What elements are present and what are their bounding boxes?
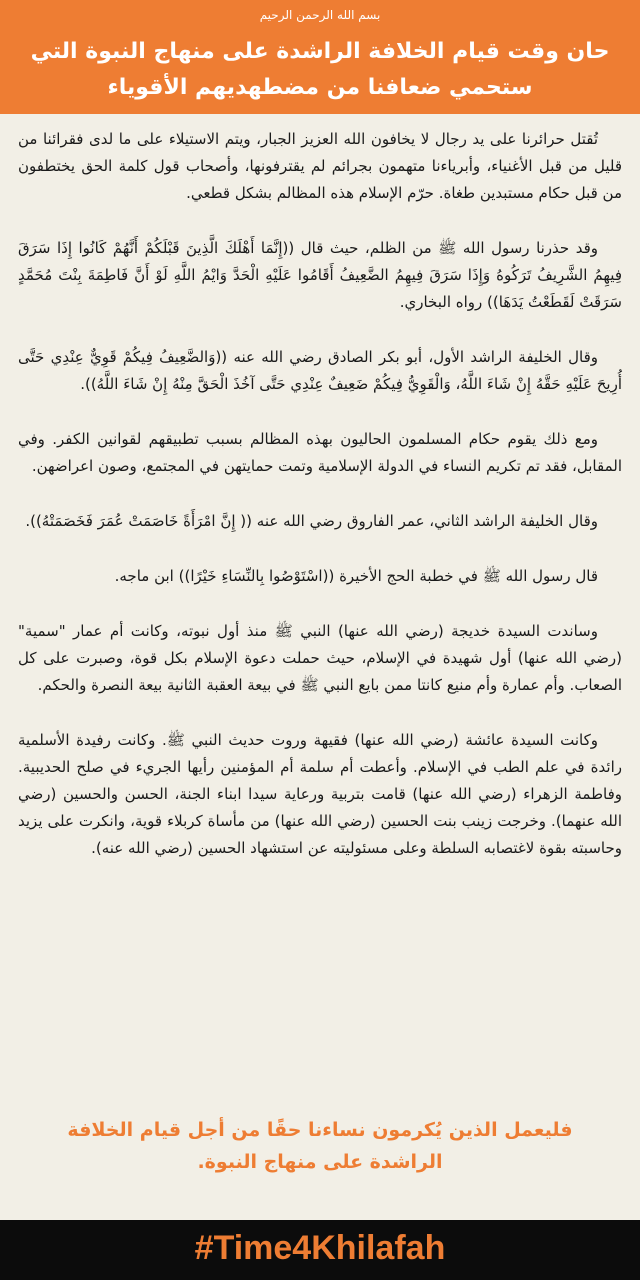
paragraph-8: وكانت السيدة عائشة (رضي الله عنها) فقيهة وروت حديث النبي ﷺ. وكانت رفيدة الأسلمية رائدة في علم الطب في الإسلام. وأعطت أم سلمة أم المؤمنين رأيها الجريء في صلح الحديبية. وفاطمة الزهراء (رضي الله عنها) قامت بتربية ورعاية سيدا ابناء الجنة، الحسن والحسين (رضي الله عنهما). وخرجت زينب بنت الحسين (رضي الله عنها) من مأساة كربلاء قوية، وانكرت على يزيد وحاسبته بقوة لاغتصابه السلطة وعلى مسئوليته عن استشهاد الحسين (رضي الله عنه). — [18, 731, 622, 857]
page-title: حان وقت قيام الخلافة الراشدة على منهاج النبوة التي ستحمي ضعافنا من مضطهديهم الأقوياء — [30, 39, 610, 100]
paragraph-6: قال رسول الله ﷺ في خطبة الحج الأخيرة ((اسْتَوْصُوا بِالنِّسَاءِ خَيْرًا)) ابن ماجه. — [114, 567, 598, 585]
paragraph-3: وقال الخليفة الراشد الأول، أبو بكر الصادق رضي الله عنه ((وَالضَّعِيفُ فِيكُمْ قَوِيٌّ عِنْدِي حَتَّى أُرِيحَ عَلَيْهِ حَقَّهُ إِنْ شَاءَ اللَّهُ، وَالْقَوِيُّ فِيكُمْ ضَعِيفٌ عِنْدِي حَتَّى آخُذَ الْحَقَّ مِنْهُ إِنْ شَاءَ اللَّهُ)). — [18, 348, 622, 393]
closing-call: فليعمل الذين يُكرمون نساءنا حقًا من أجل قيام الخلافة الراشدة على منهاج النبوة. — [67, 1119, 573, 1173]
header-banner — [0, 0, 640, 114]
paragraph-7: وساندت السيدة خديجة (رضي الله عنها) النبي ﷺ منذ أول نبوته، وكانت أم عمار "سمية" (رضي الله عنها) أول شهيدة في الإسلام، حيث حملت دعوة الإسلام بكل قوة، وصبرت على كل الصعاب. وأم عمارة وأم منيع كانتا ممن بايع النبي ﷺ في بيعة العقبة الثانية بيعة النصرة والحكم. — [18, 622, 622, 694]
paragraph-5: وقال الخليفة الراشد الثاني، عمر الفاروق رضي الله عنه (( إِنَّ امْرَأَةً خَاصَمَتْ عُمَرَ فَخَصَمَتْهُ)). — [25, 512, 598, 530]
basmala-text: بسم الله الرحمن الرحيم — [259, 8, 381, 22]
footer-bar — [0, 1220, 640, 1280]
paragraph-2: وقد حذرنا رسول الله ﷺ من الظلم، حيث قال ((إِنَّمَا أَهْلَكَ الَّذِينَ قَبْلَكُمْ أَنَّهُمْ كَانُوا إِذَا سَرَقَ فِيهِمُ الشَّرِيفُ تَرَكُوهُ وَإِذَا سَرَقَ فِيهِمُ الضَّعِيفُ أَقَامُوا عَلَيْهِ الْحَدَّ وَايْمُ اللَّهِ لَوْ أَنَّ فَاطِمَةَ بِنْتَ مُحَمَّدٍ سَرَقَتْ لَقَطَعْتُ يَدَهَا)) رواه البخاري. — [18, 239, 622, 311]
article-body — [18, 126, 622, 890]
paragraph-4: ومع ذلك يقوم حكام المسلمون الحاليون بهذه المظالم بسبب تطبيقهم لقوانين الكفر. وفي المقابل، فقد تم تكريم النساء في الدولة الإسلامية وتمت حمايتهن في المجتمع، وصون اعراضهن. — [18, 430, 622, 475]
paragraph-1: تُقتل حرائرنا على يد رجال لا يخافون الله العزيز الجبار، ويتم الاستيلاء على ما لدى فقرائنا من قليل من قبل الأغنياء، وأبرياءنا متهمون بجرائم لم يقترفونها، وأصحاب قول كلمة الحق يختطفون من قبل حكام مستبدين طغاة. حرّم الإسلام هذه المظالم بشكل قطعي. — [18, 130, 622, 202]
hashtag: #Time4Khilafah — [194, 1229, 446, 1267]
